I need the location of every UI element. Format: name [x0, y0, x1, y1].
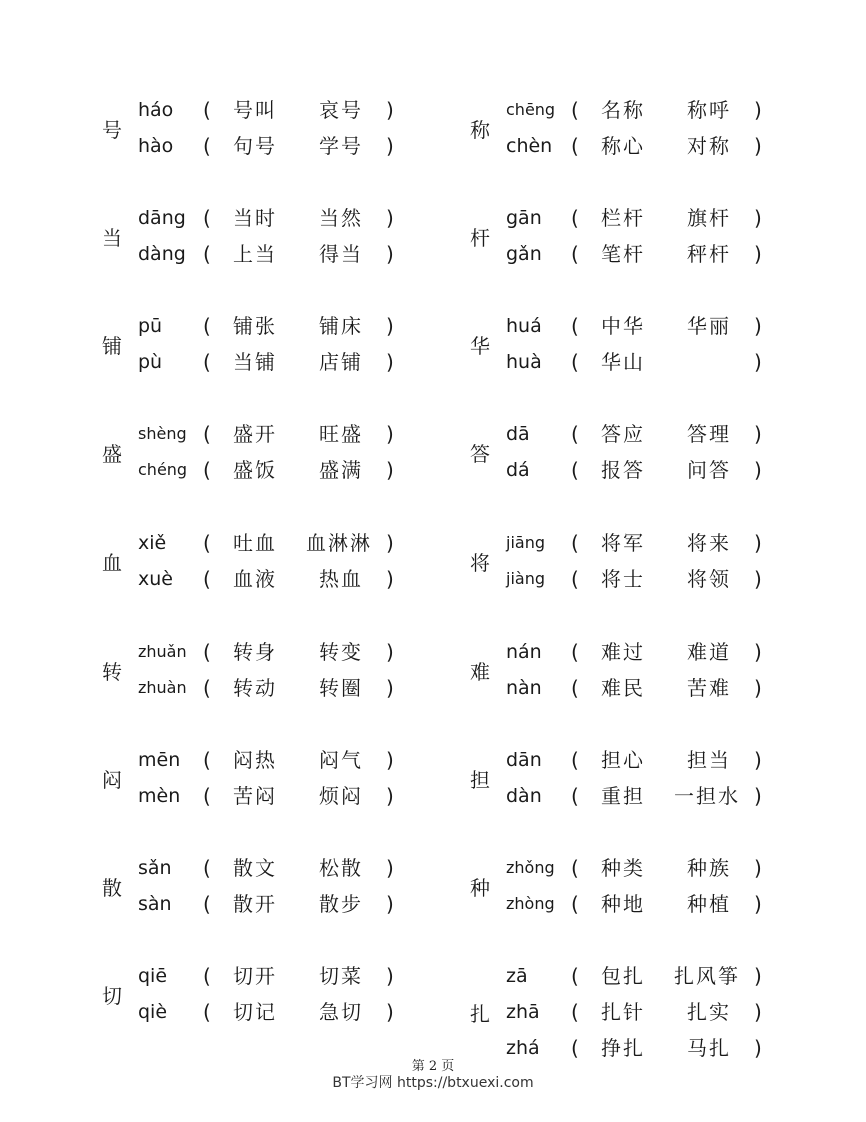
example-word: 烦闷	[319, 784, 363, 808]
example-word: 重担	[601, 784, 645, 808]
example-word: 哀号	[319, 98, 363, 122]
pinyin-label: pū	[138, 315, 163, 337]
pinyin-label: dàn	[506, 785, 542, 807]
open-paren: (	[203, 1000, 211, 1024]
example-word: 盛饭	[233, 458, 277, 482]
open-paren: (	[203, 242, 211, 266]
close-paren: )	[754, 134, 762, 158]
footer-site-label: BT学习网 https://btxuexi.com	[332, 1075, 534, 1091]
example-word: 当铺	[233, 350, 277, 374]
open-paren: (	[571, 892, 579, 916]
example-word: 热血	[319, 567, 363, 591]
example-word: 华丽	[687, 314, 731, 338]
open-paren: (	[203, 676, 211, 700]
example-word: 切记	[233, 1000, 277, 1024]
pinyin-label: gān	[506, 207, 542, 229]
close-paren: )	[386, 98, 394, 122]
pinyin-label: dàng	[138, 243, 186, 265]
open-paren: (	[571, 567, 579, 591]
close-paren: )	[754, 98, 762, 122]
example-word: 将士	[601, 567, 645, 591]
headword-char: 当	[102, 226, 122, 250]
pinyin-label: chèn	[506, 135, 553, 157]
open-paren: (	[203, 134, 211, 158]
close-paren: )	[754, 748, 762, 772]
close-paren: )	[754, 892, 762, 916]
open-paren: (	[571, 458, 579, 482]
headword-char: 转	[102, 660, 122, 684]
example-word: 扎实	[687, 1000, 731, 1024]
pinyin-label: zhuǎn	[138, 642, 187, 661]
close-paren: )	[386, 640, 394, 664]
close-paren: )	[754, 856, 762, 880]
open-paren: (	[571, 422, 579, 446]
example-word: 盛满	[319, 458, 363, 482]
example-word: 马扎	[687, 1036, 731, 1060]
example-word: 种类	[601, 856, 645, 880]
close-paren: )	[754, 676, 762, 700]
pinyin-label: dāng	[138, 207, 186, 229]
example-word: 血淋淋	[306, 531, 372, 555]
open-paren: (	[203, 458, 211, 482]
example-word: 转变	[319, 640, 363, 664]
example-word: 旗杆	[687, 206, 731, 230]
example-word: 铺床	[319, 314, 363, 338]
pinyin-label: pù	[138, 351, 163, 373]
open-paren: (	[203, 422, 211, 446]
example-word: 上当	[233, 242, 277, 266]
example-word: 学号	[319, 134, 363, 158]
example-word: 秤杆	[687, 242, 731, 266]
close-paren: )	[754, 567, 762, 591]
close-paren: )	[386, 531, 394, 555]
open-paren: (	[571, 784, 579, 808]
open-paren: (	[571, 640, 579, 664]
close-paren: )	[754, 314, 762, 338]
headword-char: 难	[470, 660, 490, 684]
example-word: 切开	[233, 964, 277, 988]
pinyin-label: hào	[138, 135, 174, 157]
example-word: 转身	[233, 640, 277, 664]
pinyin-label: qiè	[138, 1001, 168, 1023]
headword-char: 答	[470, 442, 490, 466]
open-paren: (	[571, 242, 579, 266]
close-paren: )	[386, 206, 394, 230]
example-word: 一担水	[674, 784, 740, 808]
close-paren: )	[754, 531, 762, 555]
close-paren: )	[754, 1036, 762, 1060]
headword-char: 闷	[102, 768, 122, 792]
close-paren: )	[754, 422, 762, 446]
pinyin-label: jiāng	[506, 533, 545, 552]
close-paren: )	[386, 350, 394, 374]
example-word: 担当	[687, 748, 731, 772]
headword-char: 担	[470, 768, 490, 792]
example-word: 散文	[233, 856, 277, 880]
pinyin-label: zhòng	[506, 894, 555, 913]
example-word: 难过	[601, 640, 645, 664]
example-word: 店铺	[319, 350, 363, 374]
open-paren: (	[571, 1036, 579, 1060]
open-paren: (	[571, 531, 579, 555]
close-paren: )	[754, 964, 762, 988]
close-paren: )	[386, 856, 394, 880]
close-paren: )	[754, 242, 762, 266]
pinyin-label: xiě	[138, 532, 167, 554]
open-paren: (	[203, 98, 211, 122]
close-paren: )	[386, 567, 394, 591]
close-paren: )	[754, 784, 762, 808]
example-word: 散步	[319, 892, 363, 916]
headword-char: 号	[102, 118, 122, 142]
open-paren: (	[571, 1000, 579, 1024]
open-paren: (	[203, 531, 211, 555]
example-word: 散开	[233, 892, 277, 916]
pinyin-label: nàn	[506, 677, 542, 699]
example-word: 松散	[319, 856, 363, 880]
pinyin-label: zhá	[506, 1037, 540, 1059]
pinyin-label: zhuàn	[138, 678, 187, 697]
headword-char: 扎	[470, 1002, 490, 1026]
pinyin-label: jiàng	[506, 569, 545, 588]
page-number: 第 2 页	[411, 1059, 455, 1074]
open-paren: (	[571, 134, 579, 158]
example-word: 旺盛	[319, 422, 363, 446]
open-paren: (	[571, 964, 579, 988]
close-paren: )	[386, 784, 394, 808]
close-paren: )	[386, 242, 394, 266]
close-paren: )	[386, 422, 394, 446]
pinyin-label: xuè	[138, 568, 173, 590]
close-paren: )	[386, 314, 394, 338]
close-paren: )	[386, 748, 394, 772]
open-paren: (	[203, 567, 211, 591]
open-paren: (	[203, 206, 211, 230]
example-word: 挣扎	[601, 1036, 645, 1060]
open-paren: (	[203, 964, 211, 988]
pinyin-label: háo	[138, 99, 174, 121]
example-word: 转动	[233, 676, 277, 700]
example-word: 句号	[233, 134, 277, 158]
open-paren: (	[571, 206, 579, 230]
close-paren: )	[386, 892, 394, 916]
close-paren: )	[754, 1000, 762, 1024]
example-word: 报答	[601, 458, 645, 482]
headword-char: 称	[470, 118, 490, 142]
example-word: 闷气	[319, 748, 363, 772]
example-word: 扎针	[601, 1000, 645, 1024]
headword-char: 种	[470, 876, 490, 900]
example-word: 种植	[687, 892, 731, 916]
example-word: 对称	[687, 134, 731, 158]
example-word: 闷热	[233, 748, 277, 772]
open-paren: (	[203, 314, 211, 338]
example-word: 将领	[687, 567, 731, 591]
example-word: 难民	[601, 676, 645, 700]
example-word: 种地	[601, 892, 645, 916]
pinyin-label: zā	[506, 965, 528, 987]
headword-char: 散	[102, 876, 122, 900]
pinyin-label: nán	[506, 641, 542, 663]
headword-char: 血	[102, 551, 122, 575]
close-paren: )	[754, 206, 762, 230]
pinyin-label: chēng	[506, 100, 556, 119]
pinyin-label: zhā	[506, 1001, 540, 1023]
headword-char: 华	[470, 334, 490, 358]
open-paren: (	[203, 784, 211, 808]
example-word: 切菜	[319, 964, 363, 988]
headword-char: 将	[470, 551, 490, 575]
pinyin-label: sǎn	[138, 857, 172, 879]
open-paren: (	[203, 748, 211, 772]
pinyin-label: sàn	[138, 893, 172, 915]
example-word: 笔杆	[601, 242, 645, 266]
headword-char: 铺	[102, 334, 122, 358]
open-paren: (	[571, 676, 579, 700]
example-word: 将军	[601, 531, 645, 555]
example-word: 答理	[687, 422, 731, 446]
example-word: 号叫	[233, 98, 277, 122]
example-word: 苦闷	[233, 784, 277, 808]
pinyin-label: zhǒng	[506, 858, 555, 877]
close-paren: )	[754, 458, 762, 482]
close-paren: )	[754, 640, 762, 664]
open-paren: (	[571, 350, 579, 374]
pinyin-label: mēn	[138, 749, 181, 771]
pinyin-label: qiē	[138, 965, 168, 987]
example-word: 得当	[319, 242, 363, 266]
close-paren: )	[386, 676, 394, 700]
open-paren: (	[571, 748, 579, 772]
open-paren: (	[203, 892, 211, 916]
close-paren: )	[386, 1000, 394, 1024]
example-word: 种族	[687, 856, 731, 880]
pinyin-label: mèn	[138, 785, 181, 807]
example-word: 栏杆	[601, 206, 645, 230]
example-word: 当时	[233, 206, 277, 230]
pinyin-label: huà	[506, 351, 542, 373]
close-paren: )	[386, 458, 394, 482]
headword-char: 切	[102, 984, 122, 1008]
close-paren: )	[754, 350, 762, 374]
pinyin-label: gǎn	[506, 243, 542, 265]
headword-char: 杆	[470, 226, 490, 250]
open-paren: (	[571, 98, 579, 122]
pinyin-label: huá	[506, 315, 542, 337]
example-word: 称呼	[687, 98, 731, 122]
example-word: 问答	[687, 458, 731, 482]
example-word: 铺张	[233, 314, 277, 338]
example-word: 血液	[233, 567, 277, 591]
example-word: 当然	[319, 206, 363, 230]
pinyin-label: dā	[506, 423, 530, 445]
pinyin-label: chéng	[138, 460, 188, 479]
example-word: 担心	[601, 748, 645, 772]
open-paren: (	[571, 856, 579, 880]
open-paren: (	[203, 856, 211, 880]
close-paren: )	[386, 134, 394, 158]
example-word: 转圈	[319, 676, 363, 700]
example-word: 吐血	[233, 531, 277, 555]
pinyin-label: dá	[506, 459, 530, 481]
example-word: 将来	[687, 531, 731, 555]
example-word: 包扎	[601, 964, 645, 988]
close-paren: )	[386, 964, 394, 988]
headword-char: 盛	[102, 442, 122, 466]
open-paren: (	[203, 350, 211, 374]
open-paren: (	[203, 640, 211, 664]
example-word: 扎风筝	[674, 964, 740, 988]
example-word: 答应	[601, 422, 645, 446]
example-word: 盛开	[233, 422, 277, 446]
example-word: 华山	[601, 350, 645, 374]
example-word: 难道	[687, 640, 731, 664]
example-word: 急切	[319, 1000, 363, 1024]
open-paren: (	[571, 314, 579, 338]
pinyin-label: shèng	[138, 424, 187, 443]
example-word: 称心	[601, 134, 645, 158]
example-word: 中华	[601, 314, 645, 338]
example-word: 名称	[601, 98, 645, 122]
example-word: 苦难	[687, 676, 731, 700]
pinyin-label: dān	[506, 749, 542, 771]
